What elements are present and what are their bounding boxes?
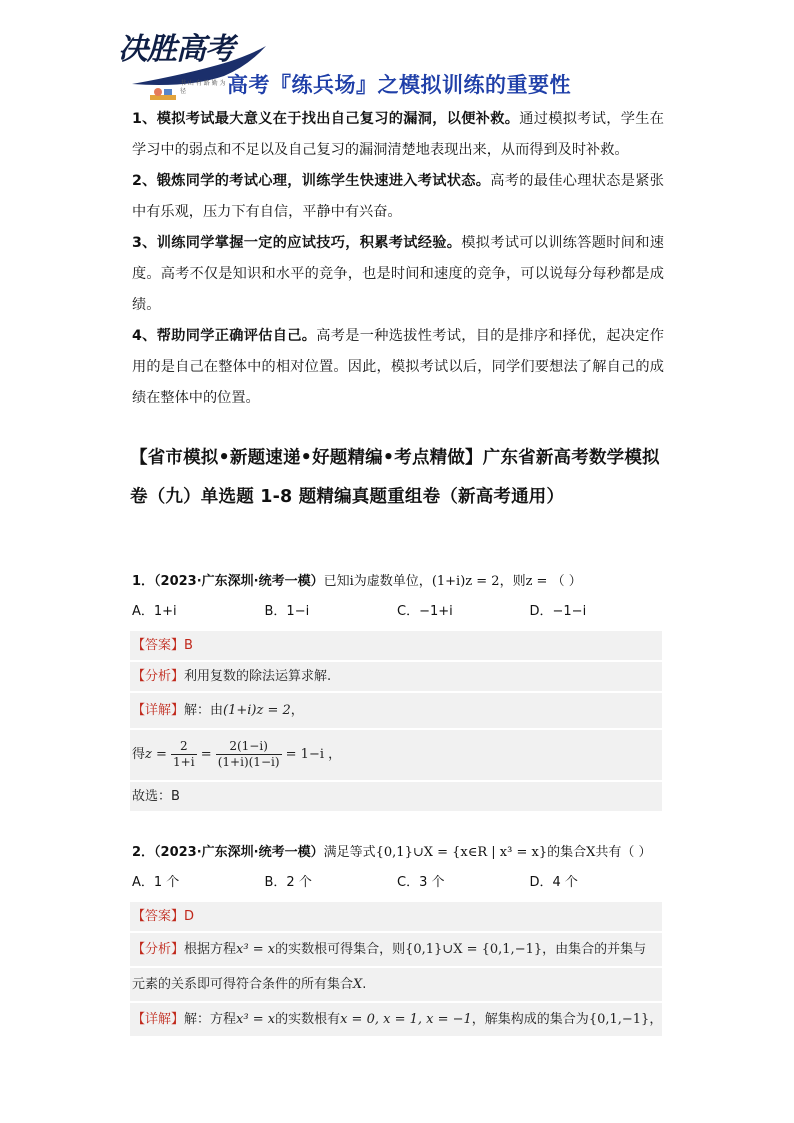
intro-item: 1、模拟考试最大意义在于找出自己复习的漏洞，以便补救。通过模拟考试，学生在学习中的弱点和不足以及自己复习的漏洞清楚地表现出来，从而得到及时补救。 bbox=[132, 111, 664, 158]
option-a[interactable]: A．1+i bbox=[132, 604, 177, 619]
analysis-row: 【分析】根据方程x³ = x的实数根可得集合，则{0,1}∪X = {0,1,−1}，由集合的并集与 bbox=[130, 933, 662, 968]
analysis-row: 【分析】利用复数的除法运算求解. bbox=[130, 662, 662, 693]
answer-row: 【答案】D bbox=[130, 902, 662, 933]
options-row bbox=[132, 871, 662, 890]
option-c[interactable]: C．3 个 bbox=[397, 875, 445, 890]
question-stem: 2．（2023·广东深圳·统考一模）满足等式{0,1}∪X = {x∈R | x³ = x}的集合X共有（ ） bbox=[132, 845, 652, 860]
option-a[interactable]: A．1 个 bbox=[132, 875, 180, 890]
intro-item: 3、训练同学掌握一定的应试技巧，积累考试经验。模拟考试可以训练答题时间和速度。高考不仅是知识和水平的竞争，也是时间和速度的竞争，可以说每分每秒都是成绩。 bbox=[132, 235, 664, 313]
analysis-row-cont: 元素的关系即可得符合条件的所有集合X. bbox=[130, 968, 662, 1003]
fraction: $\frac{2(1-i)}{(1+i)(1-i)}$ bbox=[217, 739, 280, 769]
student-illustration-icon bbox=[148, 86, 178, 102]
detail-row: 【详解】解：由(1+i)z = 2， bbox=[130, 693, 662, 730]
derivation-row: 得z = $\frac{2}{1+i}$ = $\frac{2(1-i)}{(1+i)(1-i)}$ = 1−i ， bbox=[130, 730, 662, 782]
banner-title: 高考『练兵场』之模拟训练的重要性 bbox=[227, 73, 571, 97]
detail-row: 【详解】解：方程x³ = x的实数根有x = 0, x = 1, x = −1，解集构成的集合为{0,1,−1}， bbox=[130, 1003, 662, 1038]
question-2 bbox=[132, 841, 662, 890]
conclusion-row: 故选：B bbox=[130, 782, 662, 813]
options-row bbox=[132, 600, 662, 619]
option-c[interactable]: C．−1+i bbox=[397, 604, 453, 619]
intro-item: 4、帮助同学正确评估自己。高考是一种选拔性考试，目的是排序和择优，起决定作用的是自己在整体中的相对位置。因此，模拟考试以后，同学们要想法了解自己的成绩在整体中的位置。 bbox=[132, 328, 664, 406]
solution-box-1 bbox=[130, 631, 662, 813]
intro-list bbox=[132, 104, 664, 414]
question-stem: 1．（2023·广东深圳·统考一模）已知i为虚数单位，(1+i)z = 2，则z = （ ） bbox=[132, 574, 582, 589]
logo-text: 决胜高考 bbox=[118, 32, 234, 67]
solution-box-2 bbox=[130, 902, 662, 1038]
option-b[interactable]: B．1−i bbox=[264, 604, 310, 619]
question-1 bbox=[132, 570, 662, 619]
paper-title: 【省市模拟•新题速递•好题精编•考点精做】广东省新高考数学模拟卷（九）单选题 1-8 题精编真题重组卷（新高考通用） bbox=[130, 448, 660, 507]
option-d[interactable]: D．4 个 bbox=[529, 875, 578, 890]
option-d[interactable]: D．−1−i bbox=[529, 604, 587, 619]
intro-item: 2、锻炼同学的考试心理，训练学生快速进入考试状态。高考的最佳心理状态是紧张中有乐观，压力下有自信，平静中有兴奋。 bbox=[132, 173, 664, 220]
option-b[interactable]: B．2 个 bbox=[264, 875, 312, 890]
logo-slogan: 书 山 有 路 勤 为 径 bbox=[180, 80, 226, 95]
fraction: $\frac{2}{1+i}$ bbox=[173, 739, 195, 769]
answer-row: 【答案】B bbox=[130, 631, 662, 662]
